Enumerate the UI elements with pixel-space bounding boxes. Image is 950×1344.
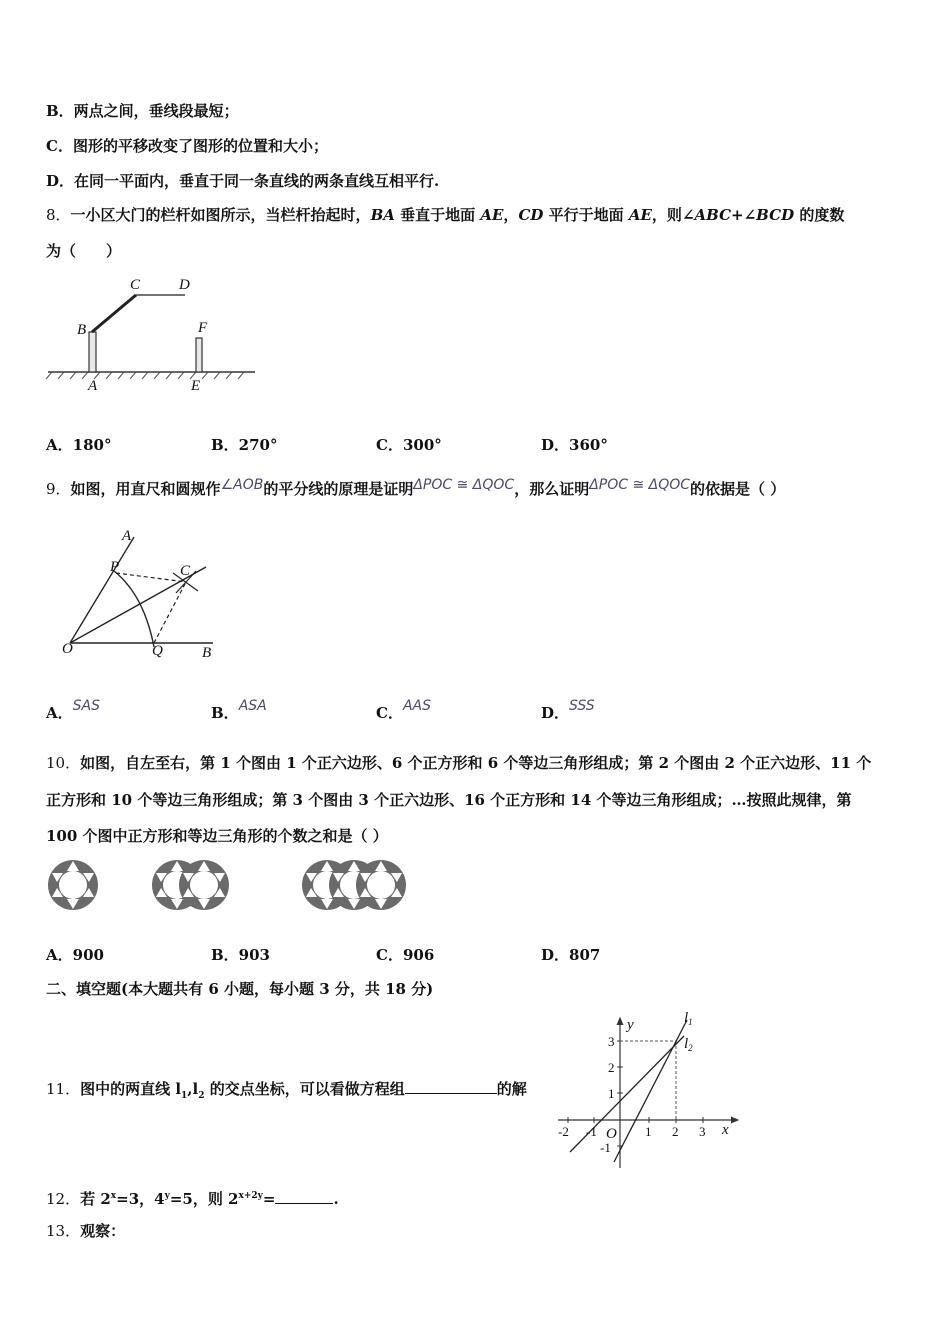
q8-gate-figure [40, 268, 270, 398]
label-c: C [180, 563, 191, 579]
label-d: D [179, 277, 190, 293]
post-ef [196, 338, 202, 372]
q9-option-d: D．SSS [541, 698, 595, 722]
q11-stem: 11．图中的两直线 $l_1,l_2$ 的交点坐标，可以看做方程组 的解 [46, 1077, 527, 1107]
ytick-1: 1 [608, 1086, 615, 1101]
q10-stem-line2: 正方形和 10 个等边三角形组成；第 3 个图由 3 个正六边形、16 个正方形和 14 个等边三角形组成；…按照此规律，第 [46, 791, 852, 809]
q7-option-d: D．在同一平面内，垂直于同一条直线的两条直线互相平行. [46, 172, 440, 190]
pattern-1 [48, 860, 98, 910]
q10-option-a: A．900 [46, 946, 104, 964]
q10-option-d: D．807 [541, 946, 601, 964]
q9-option-c: C．AAS [376, 698, 431, 722]
q8-stem-line2: 为（ ） [46, 242, 122, 260]
pattern-3 [302, 860, 406, 910]
ytick-minus-1: -1 [600, 1140, 611, 1155]
xtick-minus-1: -1 [586, 1124, 597, 1139]
q9-option-b: B．ASA [211, 698, 267, 722]
label-c: C [130, 277, 141, 293]
label-l2: $l_2$ [684, 1036, 693, 1053]
q10-option-b: B．903 [211, 946, 270, 964]
q7-option-b: B．两点之间，垂线段最短； [46, 102, 239, 120]
origin-label: O [606, 1126, 617, 1142]
section-2-title: 二、填空题(本大题共有 6 小题，每小题 3 分，共 18 分) [46, 980, 434, 998]
label-l1: $l_1$ [684, 1010, 693, 1027]
xtick-3: 3 [699, 1124, 706, 1139]
label-e: E [191, 378, 201, 394]
label-o: O [62, 641, 73, 657]
label-q: Q [152, 643, 163, 659]
q9-bisector-figure [58, 525, 228, 665]
q12-stem: 12．若 $2^x=3$，$4^y=5$，则 $2^{x+2y}=$ . [46, 1185, 339, 1210]
q12-answer-blank[interactable] [275, 1187, 333, 1204]
xtick-minus-2: -2 [558, 1124, 569, 1139]
q10-stem-line3: 100 个图中正方形和等边三角形的个数之和是（ ） [46, 827, 388, 845]
label-p: P [110, 559, 120, 575]
label-a: A [122, 528, 132, 544]
post-ab [89, 332, 96, 372]
ytick-3: 3 [608, 1034, 615, 1049]
q7-option-c: C．图形的平移改变了图形的位置和大小； [46, 137, 328, 155]
label-a: A [88, 378, 98, 394]
pattern-2 [152, 860, 229, 910]
label-f: F [198, 320, 208, 336]
q8-option-c: C．300° [376, 436, 442, 454]
q8-stem: 8．一小区大门的栏杆如图所示，当栏杆抬起时，BA 垂直于地面 AE，CD 平行于地面 AE，则∠ABC+∠BCD 的度数 [46, 206, 845, 224]
q13-stem: 13．观察： [46, 1222, 126, 1240]
q9-option-a: A．SAS [46, 698, 100, 722]
label-b: B [202, 645, 212, 661]
q11-graph [552, 1010, 752, 1175]
axis-y-label: y [627, 1017, 634, 1033]
q10-pattern-figure [44, 852, 424, 922]
label-b: B [77, 322, 87, 338]
q8-option-a: A．180° [46, 436, 112, 454]
axis-x-label: x [722, 1122, 729, 1138]
ytick-2: 2 [608, 1060, 615, 1075]
xtick-1: 1 [645, 1124, 652, 1139]
q8-option-d: D．360° [541, 436, 608, 454]
q8-option-b: B．270° [211, 436, 278, 454]
q10-option-c: C．906 [376, 946, 435, 964]
xtick-2: 2 [672, 1124, 679, 1139]
q10-stem-line1: 10．如图，自左至右，第 1 个图由 1 个正六边形、6 个正方形和 6 个等边三角形组成；第 2 个图由 2 个正六边形、11 个 [46, 754, 872, 772]
q11-answer-blank[interactable] [405, 1077, 497, 1094]
q9-stem: 9．如图，用直尺和圆规作∠AOB的平分线的原理是证明ΔPOC ≅ ΔQOC，那么证明ΔPOC ≅ ΔQOC的依据是（ ） [46, 477, 786, 498]
